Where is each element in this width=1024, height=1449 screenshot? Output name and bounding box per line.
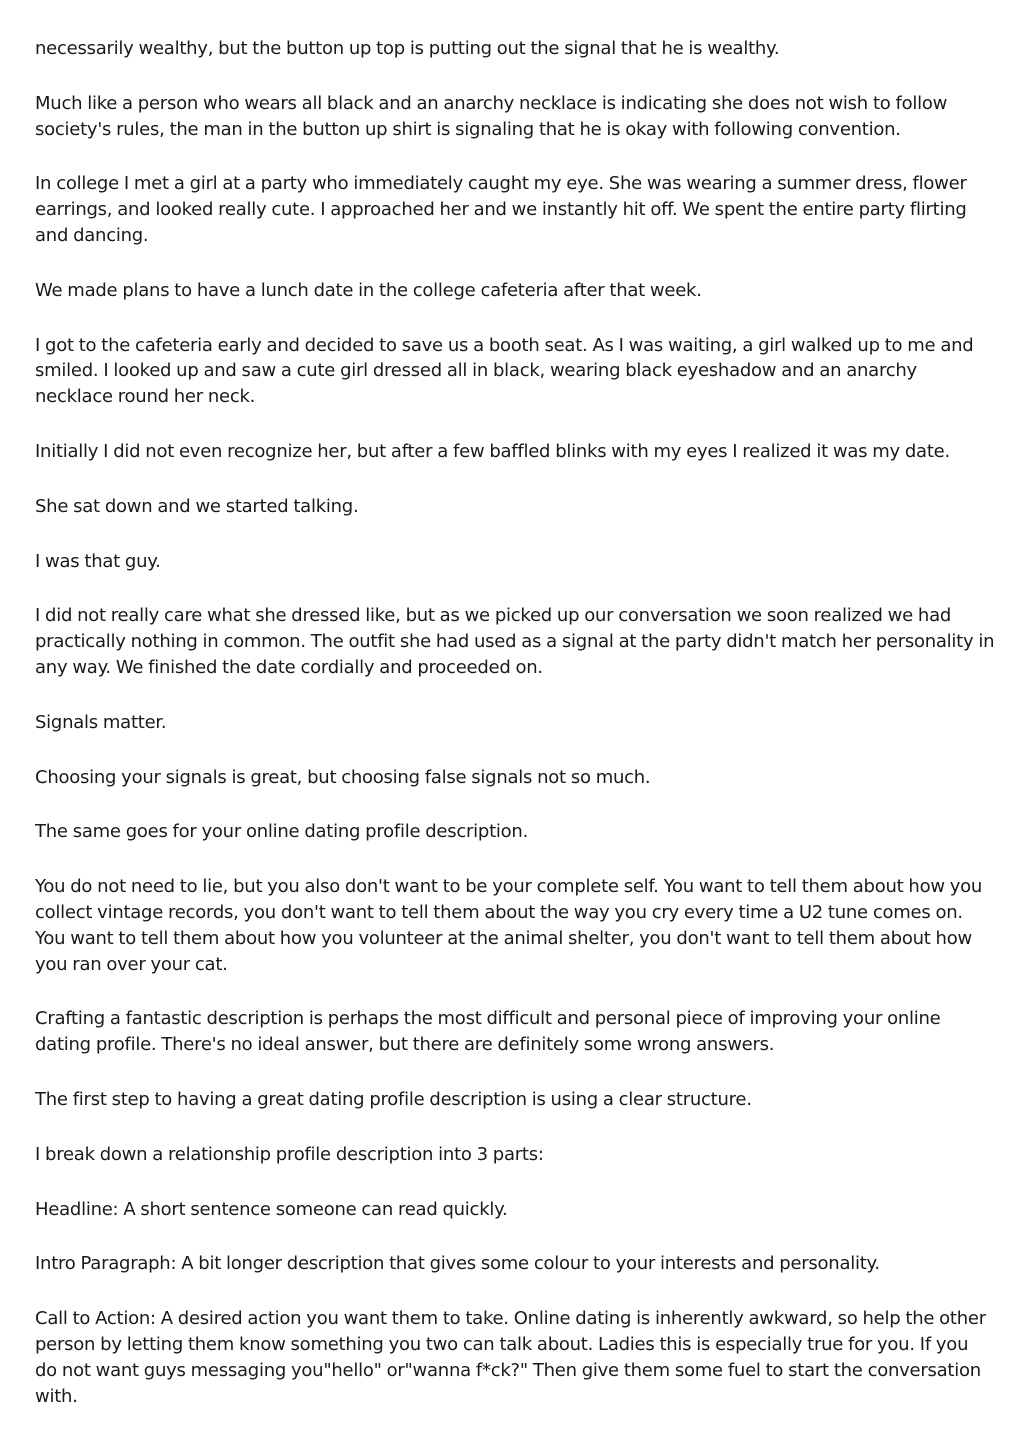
paragraph: I got to the cafeteria early and decided to save us a booth seat. As I was waiting, a girl walked up to me and smiled. I looked up and saw a cute girl dressed all in black, wearing black eyeshadow and an anarchy necklace round her neck. bbox=[35, 334, 974, 408]
paragraph: I did not really care what she dressed like, but as we picked up our conversation we soon realized we had practically nothing in common. The outfit she had used as a signal at the party didn't match her personality in any way. We finished the date cordially and proceeded on. bbox=[35, 605, 995, 678]
paragraph: We made plans to have a lunch date in the college cafeteria after that week. bbox=[35, 279, 702, 301]
paragraph: The same goes for your online dating profile description. bbox=[35, 821, 529, 843]
paragraph: She sat down and we started talking. bbox=[35, 495, 359, 517]
paragraph: In college I met a girl at a party who immediately caught my eye. She was wearing a summer dress, flower earrings, and looked really cute. I approached her and we instantly hit off. We spent the entire party flirting and dancing. bbox=[35, 173, 967, 246]
paragraph: necessarily wealthy, but the button up top is putting out the signal that he is wealthy. bbox=[35, 38, 780, 59]
paragraph: Initially I did not even recognize her, but after a few baffled blinks with my eyes I realized it was my date. bbox=[35, 440, 950, 462]
document-body bbox=[35, 36, 995, 1438]
paragraph: Much like a person who wears all black and an anarchy necklace is indicating she does not wish to follow society's rules, the man in the button up shirt is signaling that he is okay with following convention. bbox=[35, 92, 948, 140]
paragraph: You do not need to lie, but you also don't want to be your complete self. You want to tell them about how you collect vintage records, you don't want to tell them about the way you cry every time a U2 tune comes on. You want to tell them about how you volunteer at the animal shelter, you don't want to tell them about how you ran over your cat. bbox=[35, 876, 983, 975]
paragraph: Call to Action: A desired action you want them to take. Online dating is inherently awkward, so help the other person by letting them know something you two can talk about. Ladies this is especially true for you. If you do not want guys messaging you"hello" or"wanna f*ck?" Then give them some fuel to start the conversation with. bbox=[35, 1308, 986, 1407]
paragraph: Intro Paragraph: A bit longer description that gives some colour to your interests and personality. bbox=[35, 1253, 880, 1275]
paragraph: I break down a relationship profile description into 3 parts: bbox=[35, 1143, 544, 1165]
paragraph: I was that guy. bbox=[35, 550, 161, 572]
paragraph: Crafting a fantastic description is perhaps the most difficult and personal piece of improving your online dating profile. There's no ideal answer, but there are definitely some wrong answers. bbox=[35, 1008, 941, 1056]
paragraph: Choosing your signals is great, but choosing false signals not so much. bbox=[35, 766, 651, 788]
paragraph: Signals matter. bbox=[35, 711, 167, 733]
paragraph: The first step to having a great dating profile description is using a clear structure. bbox=[35, 1088, 752, 1110]
paragraph: Headline: A short sentence someone can read quickly. bbox=[35, 1198, 508, 1220]
